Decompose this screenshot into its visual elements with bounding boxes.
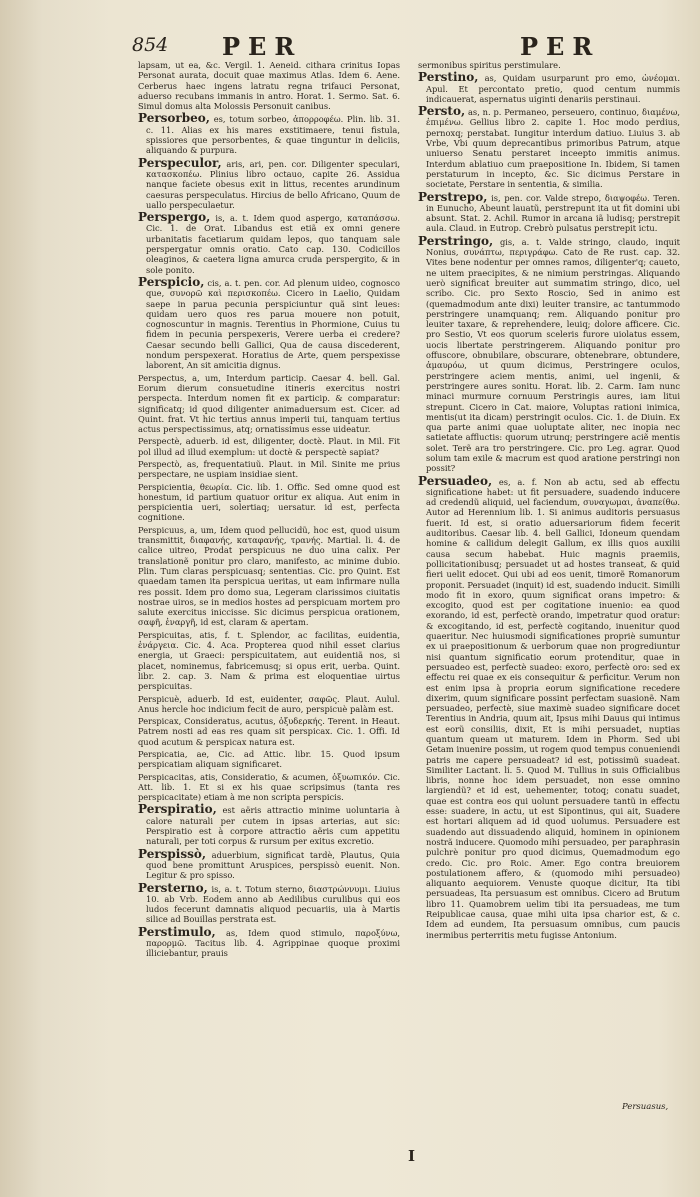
entry-text: Perspectò, as, frequentatiuũ. Plaut. in Mil. Sinite me prius perspectare, ne uspiam insidiae sient. <box>138 458 400 480</box>
dictionary-entry <box>138 749 400 770</box>
entry-text: Perspicientia, θεωρία. Cic. lib. 1. Offic. Sed omne quod est honestum, id partium quatuor oritur ex aliqua. Aut enim in perspicientia ueri, solertiaq; uersatur. id est, perfecta cognitione. <box>138 481 400 523</box>
dictionary-entry <box>138 694 400 715</box>
entry-text: aris, ari, pen. cor. Diligenter speculari, κατασκοπέω. Plinius libro octauo, capite 26. Assidua nanque faciete obesus exit in littus, recentes arundinum caesuras perspeculatus. Hircius de bello Africano, Quum de uallo perspeculaetur. <box>146 158 400 210</box>
dictionary-entry <box>138 482 400 523</box>
entry-text: Perspectè, aduerb. id est, diligenter, doctè. Plaut. in Mil. Fit pol illud ad illud exemplum: ut doctè & perspectè sapiat? <box>138 436 400 457</box>
entry-headword: Persuadeo, <box>418 473 493 488</box>
entry-text: is, pen. cor. Valde strepo, διαψοφέω. Teren. in Eunucho, Abeunt lauatũ, perstrepunt ita ut fit domini ubi absunt. Stat. 2. Achil. Rumor in arcana iã ludisq; perstrepit aula. Claud. in Eutrop. Crebrò pulsatus perstrepit ictu. <box>426 192 680 234</box>
entry-headword: Persorbeo, <box>138 111 210 126</box>
entry-headword: Perstino, <box>418 70 479 85</box>
dictionary-entry <box>418 60 680 70</box>
entry-text: est aëris attractio minime uoluntaria à calore naturali per cutem in ipsas arterias, aut sic: Perspiratio est à corpore attractio aëris cum appetitu naturali, per toti corpus & rursum per exitus excretio. <box>146 805 400 847</box>
entry-text: gis, a. t. Valde stringo, claudo, inquit Nonius, συνάπτω, περιγράφω. Cato de Re rust. cap. 32. Vites bene nodentur per omnes ramos, diligenter'q; caueto, ne uitem praecipites, & ne nimium perstringas. Aliquando uerò significat breuiter aut summatim stringo, dico, uel scribo. Cic. pro Sexto Roscio, Sed in animo est (quemadmodum ante dixi) leuiter transire, ac tantummodo perstringere unamquanq; rem. Aliquando ponitur pro leuiter taxare, & reprehendere, leuiq; dolore afficere. Cic. pro Sestio, Vt eos quorum sceleris furore uiolatus essem, uocis libertate perstringerem. Aliquando ponitur pro offuscore, obnubilare, obscurare, obtenebrare, obtundere, ἀμαυρόω, ut quum dicimus, Perstringere oculos, perstringere aciem mentis, animi, uel ingenii, & perstringere aures sonitu. Horat. lib. 2. Carm. Iam nunc minaci murmure cornuum Perstringis aures, iam litui strepunt. Cicero in Cat. maiore, Voluptas rationi inimica, mentis(ut ita dicam) perstringit oculos. Cic. 1. de Diuin. Ex qua parte animi quae uoluptate aliter, nec inopia nec satietate affluctis: quorum utrunq; perstringere aciẽ mentis solet. Terẽ ara tro perstringere. Cic. pro Leg. agrar. Quod solum tam exile & macrum est quod aratione perstringi non possit? <box>426 236 681 474</box>
entry-headword: Perstrepo, <box>418 189 488 204</box>
signature-mark: I <box>408 1147 416 1165</box>
entry-text: Perspicacitas, atis, Consideratio, & acumen, ὀξυωπικόν. Cic. Att. lib. 1. Et si ex his quae scripsimus (tanta res perspicacitate) etiam à me non scripta perspicis. <box>138 771 400 803</box>
dictionary-entry <box>418 72 680 104</box>
dictionary-entry <box>138 846 400 881</box>
dictionary-entry <box>138 804 400 846</box>
dictionary-entry <box>138 525 400 628</box>
dictionary-entry <box>418 189 680 234</box>
dictionary-entry <box>138 459 400 480</box>
dictionary-entry <box>418 473 680 940</box>
entry-text: Perspicatia, ae, Cic. ad Attic. libr. 15. Quod ipsum perspicatiam aliquam significaret. <box>138 749 400 770</box>
dictionary-entry <box>138 212 400 275</box>
entry-text: as, Quidam usurparunt pro emo, ὠνέομαι. Apul. Et percontato pretio, quod centum nummis indicauerat, aspernatus uiginti denariis perstinaui. <box>426 73 681 104</box>
dictionary-entry <box>418 106 680 189</box>
dictionary-entry <box>138 880 400 925</box>
entry-headword: Persto, <box>418 104 466 119</box>
dictionary-entry <box>138 436 400 457</box>
entry-headword: Perspicio, <box>138 274 205 289</box>
entry-text: as, Idem quod stimulo, παροξύνω, παρορμῶ. Tacitus lib. 4. Agrippinae quoque proximi illiciebantur, prauis <box>146 927 400 959</box>
entry-headword: Perspissò, <box>138 846 207 861</box>
entry-text: es, totum sorbeo, ἀπορροφέω. Plin. lib. 31. c. 11. Alias ex his mares exstitimaere, tenui fistula, spissiores que persorbentes, & quae tinguntur in deliciis, aliquando & purpura. <box>146 114 400 156</box>
running-title-left: PER <box>222 32 303 61</box>
entry-headword: Perstringo, <box>418 233 494 248</box>
entry-text: Perspicax, Consideratus, acutus, ὀξυδερκής. Terent. in Heaut. Patrem nosti ad eas res quam sit perspicax. Cic. 1. Offi. Id quod acutum & perspicax natura est. <box>138 716 400 747</box>
entry-text: Perspectus, a, um, Interdum particip. Caesar 4. bell. Gal. Eorum dierum consuetudine itineris exercitus nostri perspecta. Interdum nomen fit ex particip. & comparatur: significatq; id quod diligenter animaduersum est. Cicer. ad Quint. frat. Vt hic tertius annus imperii tui, tanquam tertius actus perspectissimus, atq; ornatissimus esse uideatur. <box>138 372 400 435</box>
dictionary-entry <box>418 233 681 474</box>
entry-text: aduerbium, significat tardè, Plautus, Quia quod bene promittunt Aruspices, perspissò euenit. Non. Legitur & pro spisso. <box>146 849 400 881</box>
entry-text: is, a. t. Totum sterno, διαστρώννυμι. Liuius 10. ab Vrb. Eodem anno ab Aedilibus curulibus qui eos ludos fecerunt damnatis aliquod pecuariis, uia à Martis silice ad Bouillas perstrata est. <box>146 883 400 925</box>
entry-text: sermonibus spiritus perstimulare. <box>418 60 561 70</box>
page-gutter-shadow <box>0 0 110 1197</box>
entry-text: cis, a. t. pen. cor. Ad plenum uideo, cognosco que, συνορῶ καὶ περισκοπέω. Cicero in Laelio, Quidam saepe in parua pecunia perspiciuntur quã sint leues: quidam uero quos res parua mouere non potuit, cognoscuntur in magnis. Terentius in Phormione, Cuius tu fidem in pecunia perspexeris, Verere uerba ei credere? Caesar secundo belli Gallici, Qua de causa discederent, nondum perspexerat. Horatius de Arte, quem perspexisse laborent, An sit amicitia dignus. <box>146 277 400 371</box>
entry-text: es, a. f. Non ab actu, sed ab effectu significatione habet: ut fit persuadere, suadendo inducere ad credendũ aliquid, uel faciendum, συναγωμαι, ἀναπείθω. Autor ad Herennium lib. 1. Si animus auditoris persuasus fuerit. Id est, si oratio aduersariorum fidem fecerit auditoribus. Caesar lib. 4. bell Gallici, Idoneum quendam homine & callidum delegit Gallum, ex illis quos auxilii causa secum habebat. Huic magnis praemiis, pollicitationibusq; persuadet ut ad hostes transeat, & quid fieri uelit edocet. Qui ubi ad eos uenit, timorẽ Romanorum proponit. Persuadet (inquit) id est, suadendo inducit. Similli modo fit in exoro, quum significat orans impetro: & excogito, quod est per cogitatione inuenio: ea quod exorando, id est, perfectè orando, impetratur quod oratur: & excogitando, id est, perfectè cogitando, inuenitur quod quaeritur. Nec huiusmodi significationes propriè sumuntur ex ui praepositionum & uerborum quae non progrediuntur nisi quantum significatio eorum protenditur, quae in persuadeo est, perfectè suadeo: exoro, perfectè oro: sed ex effectu rei quae ex eis consequitur & perficitur. Verum non est enim ipsa à propria eorum significatione recedere dixerim, quum significare possint perfectam suasionẽ. Nam persuadeo, perfectè, siue maximè suadeo significare docet Terentius in Andria, quum ait, Ipsus mihi Dauus qui intimus est eorũ consiliis, dixit, Et is mihi persuadet, nuptias quantum queam ut maturem. Idem in Phorm. Sed ubi Getam inuenire possim, ut rogem quod tempus conueniendi patris me capere persuadeat? id est, potissimũ suadeat. Similiter Lactant. li. 5. Quod M. Tullius in suis Officialibus libris, nonne hoc idem persuadet, non esse omnino largiendũ? et id est, uehementer, totoq; conatu suadet, quae est contra eos qui uolunt persuadere tantũ in effectu esse: suadere, in actu, ut est Sipontinus, qui ait, Suadere est hortari aliquem ad id quod uolumus. Persuadere est suadendo aut dissuadendo aliquid, hominem in opinionem nostrã inducere. Quomodo mihi persuadeo, per paraphrasin pulchrè ponitur pro quod dicimus, Quemadmodum ego credo. Cic. pro Roic. Amer. Ego contra breuiorem postulationem affero, & (quomodo mihi persuadeo) aliquanto aequiorem. Venuste quoque dicitur, Ita tibi persuadeas, Ita persuasum est omnibus. Cicero ad Brutum libro 11. Quamobrem uelim tibi ita persuadeas, me tum Reipublicae causa, quae mihi uita ipsa charior est, & c. Idem ad eundem, Ita persuasum omnibus, cum paucis inermibus perterritis metu fugisse Antonium. <box>426 476 680 940</box>
entry-text: Perspicuè, aduerb. Id est, euidenter, σαφῶς. Plaut. Aulul. Anus hercle hoc indicium fecit de auro, perspicuè palàm est. <box>138 693 400 714</box>
right-column <box>418 60 680 942</box>
dictionary-entry <box>138 716 400 747</box>
dictionary-entry <box>138 772 400 803</box>
running-title-right: PER <box>520 32 601 61</box>
dictionary-entry <box>138 155 400 210</box>
entry-headword: Perspiratio, <box>138 802 217 817</box>
entry-headword: Persterno, <box>138 880 208 895</box>
entry-text: is, a. t. Idem quod aspergo, καταπάσσω. Cic. 1. de Orat. Libandus est etiã ex omni genere urbanitatis facetiarum quidam lepos, quo tanquam sale perspergatur omnis oratio. Cato cap. 130. Codicillos oleaginos, & caetera ligna amurca cruda perspergito, & in sole ponito. <box>146 213 401 275</box>
entry-text: Perspicuus, a, um, Idem quod pellucidũ, hoc est, quod uisum transmittit, διαφανής, καταφανής, τρανής. Martial. li. 4. de calice uitreo, Prodat perspicuus ne duo uina calix. Per translationẽ ponitur pro claro, manifesto, ac minime dubio. Plin. Tum claras perspicuasq; sententias. Cic. pro Quint. Est quaedam tamen ita perspicua ueritas, ut eam infirmare nulla res possit. Idem pro domo sua, Legeram clarissimos ciuitatis nostrae uiros, se in medios hostes ad perspicuam mortem pro salute exercitus iniccisse. Sic dicimus perspicua orationem, σαφῆ, ἐναργῆ, id est, claram & apertam. <box>138 524 400 628</box>
entry-text: Perspicuitas, atis, f. t. Splendor, ac facilitas, euidentia, ἐνάργεια. Cic. 4. Aca. Propterea quod nihil esset clarius energia, ut Graeci: perspicuitatem, aut euidentiã nos, si placet, nominemus, fabricemusq; si opus erit, uerba. Quint. libr. 2. cap. 3. Nam & prima est eloquentiae uirtus perspicuitas. <box>138 629 400 692</box>
entry-text: lapsam, ut ea, &c. Vergil. 1. Aeneid. cithara crinitus Iopas Personat aurata, docuit quae maximus Atlas. Idem 6. Aene. Cerberus haec ingens latratu regna trifauci Personat, aduerso recubans immanis in antro. Horat. 1. Sermo. Sat. 6. Simul domus alta Molossis Personuit canibus. <box>138 60 400 112</box>
dictionary-entry <box>138 60 400 111</box>
dictionary-entry <box>138 113 400 155</box>
dictionary-entry <box>138 924 400 959</box>
entry-headword: Perspeculor, <box>138 155 222 170</box>
dictionary-entry <box>138 274 400 371</box>
page-number: 854 <box>132 34 169 56</box>
entry-headword: Perspergo, <box>138 210 211 225</box>
dictionary-entry <box>138 630 400 692</box>
dictionary-entry <box>138 373 400 435</box>
catchword: Persuasus, <box>622 1102 669 1112</box>
entry-text: as, n. p. Permaneo, perseuero, continuo, διαμένω, ἐπιμένω. Gellius libro 2. capite 1. Hoc modo perdius, pernoxq; perstabat. Iungitur interdum datiuo. Liuius 3. ab Vrbe, Vbi quum deprecantibus primoribus Patrum, atque uniuerso Senatu perstaret inceepto immitis animus. Interdum ablatiuo cum praepositione In. Ibidem, Si tamen perstaturum in incepto, &c. Sic dicimus Perstare in societate, Perstare in sententia, & similia. <box>426 107 681 190</box>
entry-headword: Perstimulo, <box>138 924 216 939</box>
left-column <box>138 60 400 961</box>
